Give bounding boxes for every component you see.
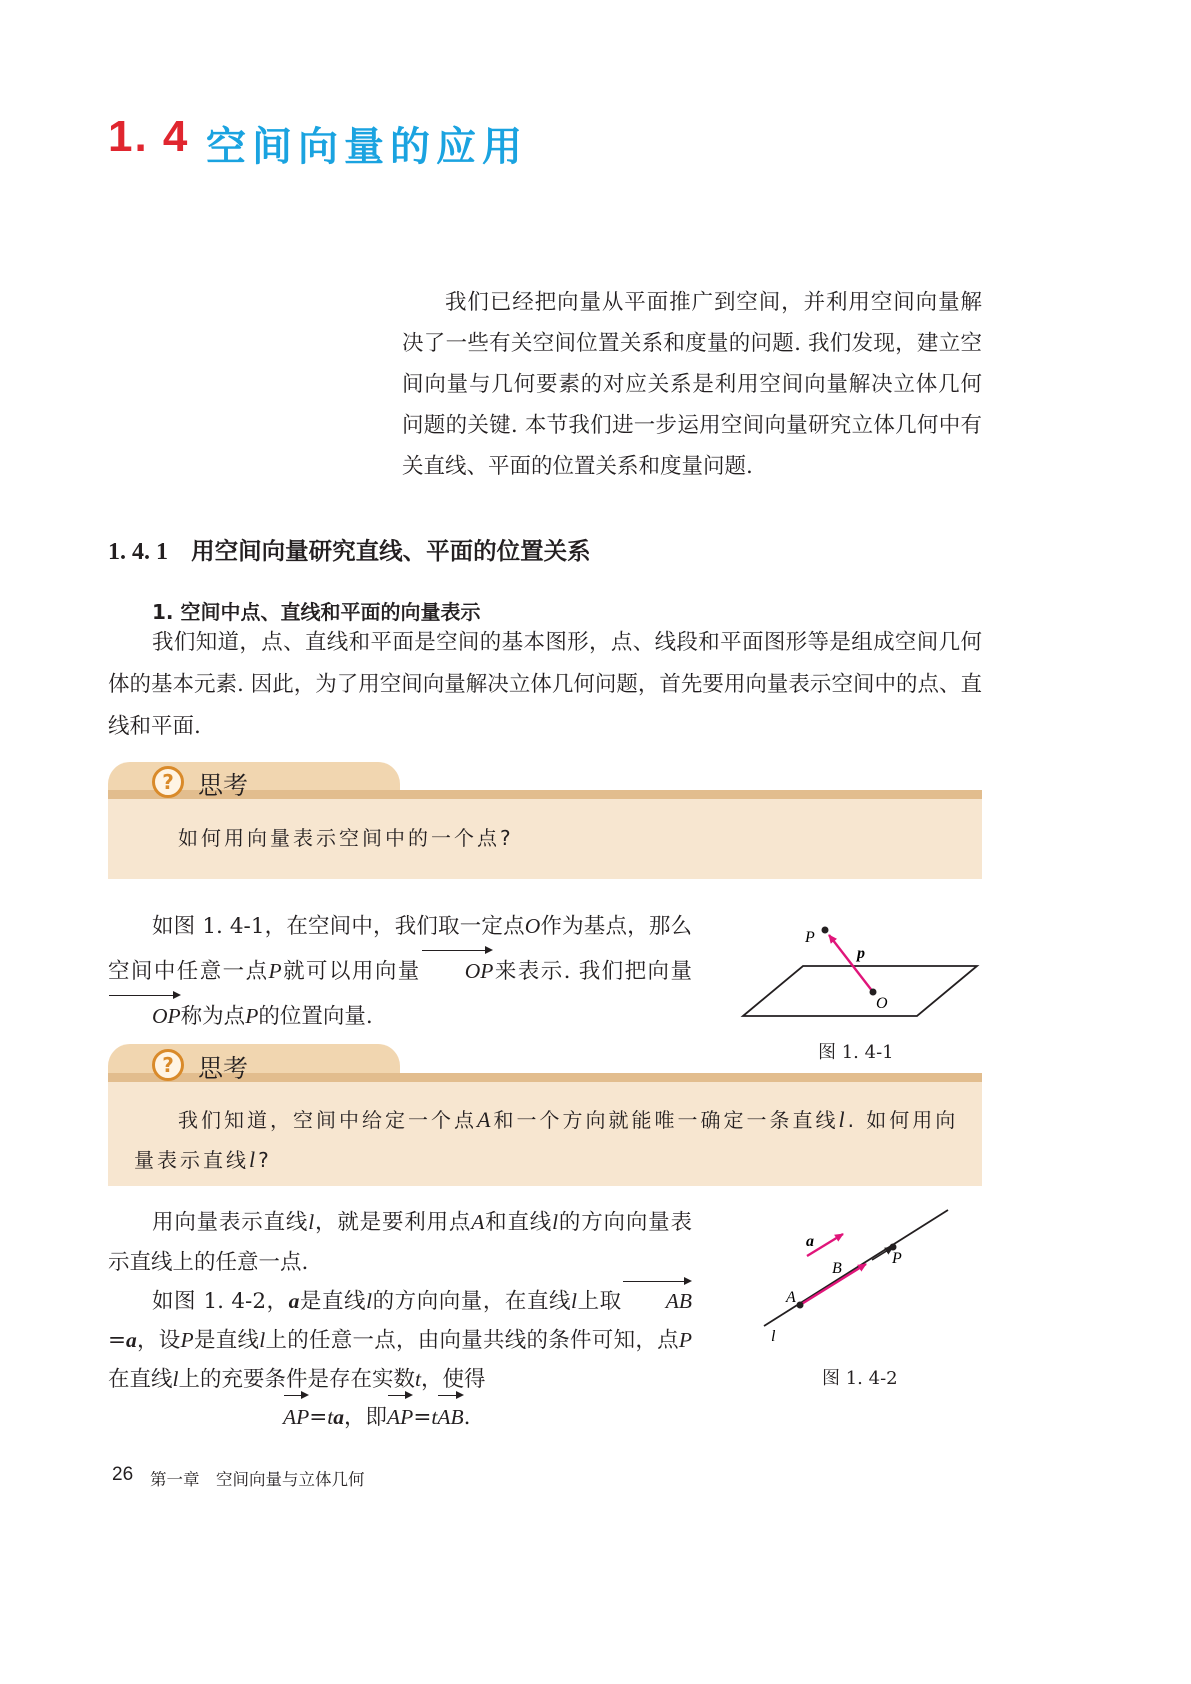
point-A-2: A xyxy=(471,1210,485,1234)
point-A: A xyxy=(477,1107,494,1132)
figure-1-4-2-caption: 图 1. 4-2 xyxy=(822,1368,898,1389)
think-box-2-question xyxy=(134,1100,964,1180)
label-l: l xyxy=(771,1328,776,1345)
subsection-heading xyxy=(108,532,591,566)
intro-text: 我们已经把向量从平面推广到空间，并利用空间向量解决了一些有关空间位置关系和度量的问题. 我们发现，建立空间向量与几何要素的对应关系是利用空间向量解决立体几何问题的关键. 本节我们进一步运用空间向量研究立体几何中有关直线、平面的位置关系和度量问题. xyxy=(402,290,982,479)
formula-a: a xyxy=(333,1405,345,1429)
section-title: 空间向量的应用 xyxy=(206,124,528,170)
line-l-3: l xyxy=(308,1210,315,1234)
figure-1-4-1-caption: 图 1. 4-1 xyxy=(818,1042,894,1063)
figure-1-4-1 xyxy=(735,918,985,1026)
para2-text-2: 作为基点，那么空间中任意一点 xyxy=(108,914,692,984)
question-icon-2: ? xyxy=(152,1049,184,1081)
label-P: P xyxy=(805,929,815,946)
paragraph-basic-figures xyxy=(108,622,982,748)
paragraph-line-representation xyxy=(108,1202,692,1283)
vector-OP-2: OP xyxy=(108,992,181,1036)
line-l: l xyxy=(838,1107,848,1132)
think-box-1-question: 如何用向量表示空间中的一个点? xyxy=(178,826,514,850)
subsection-title: 用空间向量研究直线、平面的位置关系 xyxy=(191,537,591,565)
point-P-2: P xyxy=(245,1004,259,1028)
line-l-5: l xyxy=(366,1289,373,1313)
label-A: A xyxy=(786,1289,796,1306)
para4-text-5: ，设 xyxy=(136,1328,181,1353)
label-B: B xyxy=(832,1260,842,1277)
formula-AP-equals-ta xyxy=(283,1392,470,1439)
para2-text-1: 如图 1. 4-1，在空间中，我们取一定点 xyxy=(152,914,525,939)
para4-text-8: 在直线 xyxy=(108,1367,173,1392)
section-number: 1. 4 xyxy=(108,112,190,161)
think-box-2-label: 思考 xyxy=(198,1054,249,1083)
think-box-1-label: 思考 xyxy=(198,771,249,800)
label-P-2: P xyxy=(892,1250,902,1267)
line-l-8: l xyxy=(172,1367,179,1391)
point-P: P xyxy=(268,959,282,983)
line-l-2: l xyxy=(249,1147,259,1172)
subsection-number: 1. 4. 1 xyxy=(108,539,168,565)
paragraph-position-vector xyxy=(108,906,692,1037)
think2-text-4: 量表示直线 xyxy=(134,1148,249,1172)
para3-text-2: ，就是要利用点 xyxy=(314,1210,472,1235)
para3-text-3: 和直线 xyxy=(484,1210,553,1235)
para4-text-1: 如图 1. 4-2， xyxy=(152,1289,289,1314)
think2-text-1: 我们知道，空间中给定一个点 xyxy=(178,1108,477,1132)
para4-text-3: 的方向向量，在直线 xyxy=(372,1289,572,1314)
para4-text-7: 上的任意一点，由向量共线的条件可知，点 xyxy=(265,1328,679,1353)
formula-eq-2: = xyxy=(413,1405,432,1430)
line-l-4: l xyxy=(552,1210,559,1234)
vector-AB: AB xyxy=(622,1278,692,1320)
figure-1-4-2 xyxy=(752,1204,952,1350)
question-icon: ? xyxy=(152,766,184,798)
vector-AP: AP xyxy=(283,1392,309,1438)
para4-text-10: ，使得 xyxy=(421,1367,486,1392)
para3-text-1: 用向量表示直线 xyxy=(152,1210,309,1235)
vector-AP-2: AP xyxy=(387,1392,413,1438)
vector-OP: OP xyxy=(421,947,494,991)
scalar-t: t xyxy=(415,1367,421,1391)
formula-sep: ，即 xyxy=(344,1405,388,1430)
vector-a-2: a xyxy=(126,1328,137,1352)
point-P-4: P xyxy=(678,1328,692,1352)
line-l-6: l xyxy=(571,1289,578,1313)
point-O: O xyxy=(524,914,541,938)
para3-text-4: 的方向向量表示直线上的任意一点. xyxy=(108,1210,692,1275)
line-l-7: l xyxy=(259,1328,266,1352)
formula-eq-1: = xyxy=(309,1405,328,1430)
formula-t-1: t xyxy=(327,1405,334,1429)
paragraph-collinear-condition xyxy=(108,1278,692,1399)
chapter-title: 第一章 空间向量与立体几何 xyxy=(150,1470,365,1489)
vector-p-arrow xyxy=(829,935,873,992)
formula-end: . xyxy=(463,1405,471,1430)
think2-text-3: . 如何用向 xyxy=(847,1108,959,1132)
para4-text-9: 上的充要条件是存在实数 xyxy=(178,1367,416,1392)
label-O: O xyxy=(876,995,888,1012)
arrow-to-P xyxy=(872,1247,893,1260)
heading-point-line-plane: 1. 空间中点、直线和平面的向量表示 xyxy=(152,600,481,624)
paragraph-1-text: 我们知道，点、直线和平面是空间的基本图形，点、线段和平面图形等是组成空间几何体的基本元素. 因此，为了用空间向量解决立体几何问题，首先要用向量表示空间中的点、直线和平面. xyxy=(108,630,982,739)
label-a: a xyxy=(806,1233,814,1250)
para2-text-5: 称为点 xyxy=(180,1004,246,1029)
para2-text-3: 就可以用向量 xyxy=(281,959,421,984)
vector-a: a xyxy=(288,1289,300,1313)
think2-text-5: ? xyxy=(258,1148,272,1172)
formula-t-2: t xyxy=(431,1405,438,1429)
para2-text-4: 来表示. 我们把向量 xyxy=(493,959,692,984)
para4-text-6: 是直线 xyxy=(193,1328,260,1353)
intro-paragraph xyxy=(402,282,982,487)
point-P-3: P xyxy=(180,1328,194,1352)
point-P-dot xyxy=(822,927,829,934)
page-number: 26 xyxy=(112,1464,134,1485)
label-p: p xyxy=(857,945,865,962)
point-A-dot xyxy=(797,1302,804,1309)
vector-AB-2: AB xyxy=(437,1392,463,1438)
para4-text-2: 是直线 xyxy=(299,1289,367,1314)
equals-sign: = xyxy=(108,1328,127,1353)
line-l-graphic xyxy=(764,1210,948,1326)
para2-text-6: 的位置向量. xyxy=(258,1004,373,1029)
para4-text-4: 上取 xyxy=(577,1289,622,1314)
think2-text-2: 和一个方向就能唯一确定一条直线 xyxy=(493,1108,839,1132)
